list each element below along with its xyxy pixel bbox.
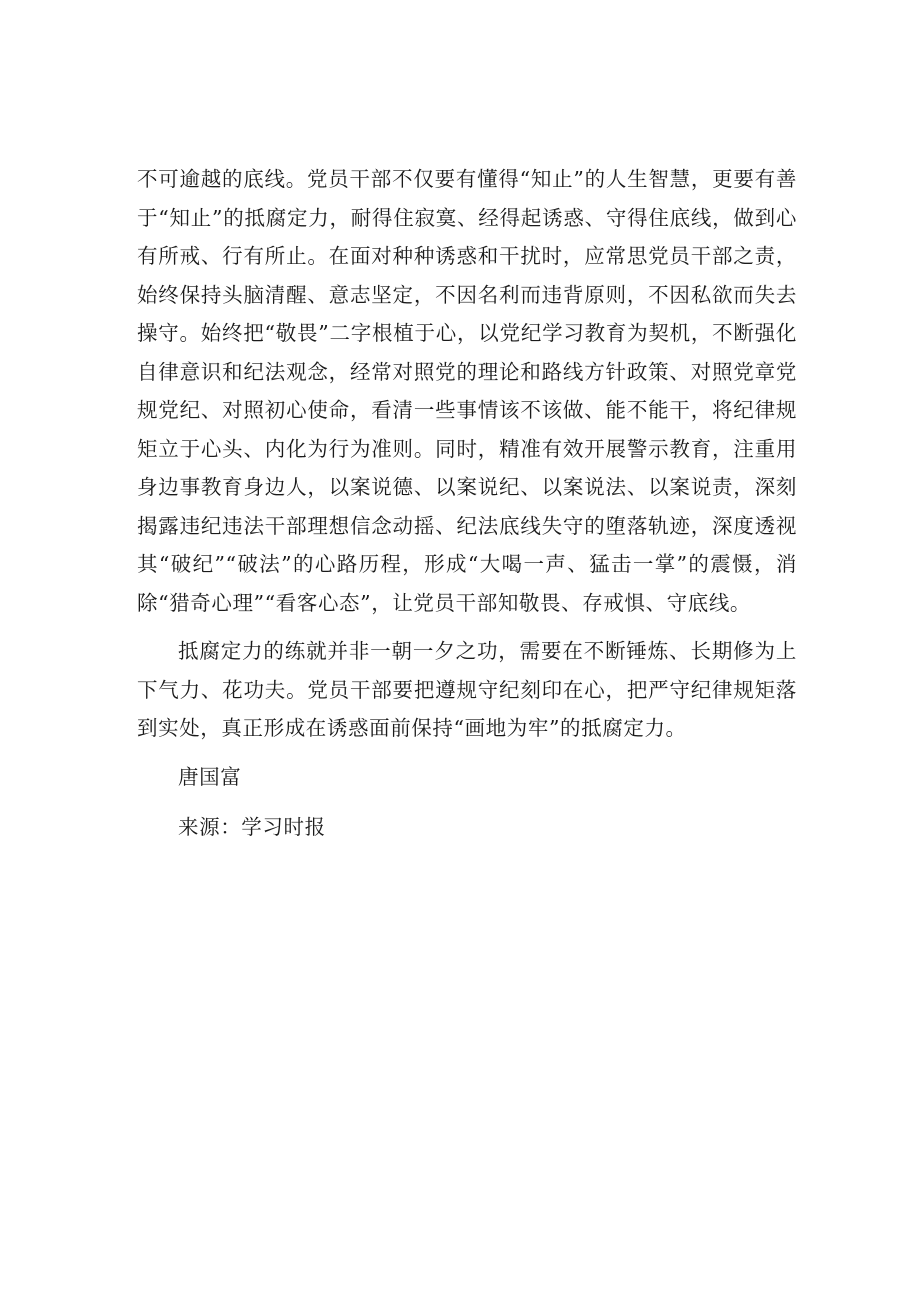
article-body	[137, 160, 797, 859]
source-line: 来源：学习时报	[178, 815, 326, 839]
paragraph-continuation: 不可逾越的底线。党员干部不仅要有懂得“知止”的人生智慧，更要有善于“知止”的抵腐定力，耐得住寂寞、经得起诱惑、守得住底线，做到心有所戒、行有所止。在面对种种诱惑和干扰时，应常思党员干部之责，始终保持头脑清醒、意志坚定，不因名利而违背原则，不因私欲而失去操守。始终把“敬畏”二字根植于心，以党纪学习教育为契机，不断强化自律意识和纪法观念，经常对照党的理论和路线方针政策、对照党章党规党纪、对照初心使命，看清一些事情该不该做、能不能干，将纪律规矩立于心头、内化为行为准则。同时，精准有效开展警示教育，注重用身边事教育身边人，以案说德、以案说纪、以案说法、以案说责，深刻揭露违纪违法干部理想信念动摇、纪法底线失守的堕落轨迹，深度透视其“破纪”“破法”的心路历程，形成“大喝一声、猛击一掌”的震慑，消除“猎奇心理”“看客心态”，让党员干部知敬畏、存戒惧、守底线。	[137, 167, 797, 615]
author-name: 唐国富	[178, 764, 242, 789]
paragraph-conclusion: 抵腐定力的练就并非一朝一夕之功，需要在不断锤炼、长期修为上下气力、花功夫。党员干部要把遵规守纪刻印在心，把严守纪律规矩落到实处，真正形成在诱惑面前保持“画地为牢”的抵腐定力。	[137, 639, 797, 740]
